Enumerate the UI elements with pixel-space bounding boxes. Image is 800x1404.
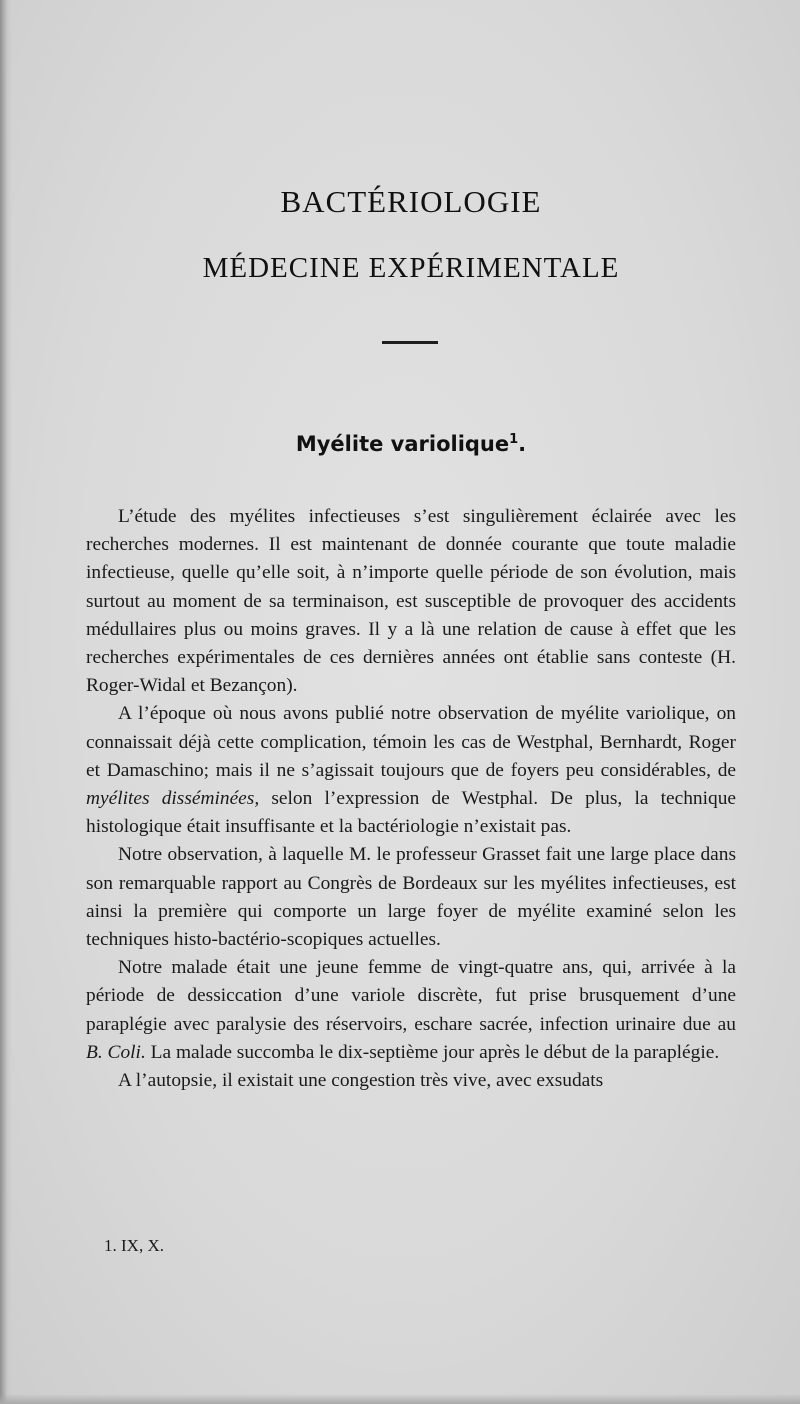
section-title-text: Myélite variolique [295, 432, 510, 456]
paragraph-2-text-after: selon l’expression de Westphal. De plus, la technique histologique était insuffisante et la bactériologie n’existait pas. [86, 788, 736, 838]
paragraph-4 [86, 954, 736, 1067]
paragraph-2-text-before: A l’époque où nous avons publié notre observation de myélite variolique, on connaissait déjà cette complication, témoin les cas de Westphal, Bernhardt, Roger et Damaschino; mais il ne s’agissait toujours que de foyers peu considérables, de [86, 703, 736, 781]
chapter-heading-bacteriologie: BACTÉRIOLOGIE [280, 184, 542, 219]
page-left-edge-shadow [0, 0, 12, 1404]
article-body [86, 503, 736, 1095]
paragraph-3 [86, 841, 736, 954]
paragraph-4-text-before: Notre malade était une jeune femme de vingt-quatre ans, qui, arrivée à la période de dessiccation d’une variole discrète, fut prise brusquement d’une paraplégie avec paralysie des réservoirs, eschare sacrée, infection urinaire due au [86, 957, 736, 1035]
paragraph-4-text-after: La malade succomba le dix-septième jour après le début de la paraplégie. [145, 1041, 720, 1063]
section-divider-rule [382, 341, 438, 344]
paragraph-2 [86, 700, 736, 841]
paragraph-1 [86, 503, 736, 700]
paragraph-4-italic: B. Coli. [86, 1041, 146, 1063]
chapter-heading-medecine: MÉDECINE EXPÉRIMENTALE [202, 252, 620, 284]
book-page [86, 0, 736, 1404]
paragraph-3-text: Notre observation, à laquelle M. le professeur Grasset fait une large place dans son remarquable rapport au Congrès de Bordeaux sur les myélites infectieuses, est ainsi la première qui comporte un large foyer de myélite examiné selon les techniques histo-bactério-scopiques actuelles. [86, 844, 736, 951]
section-title-period: . [518, 432, 527, 456]
paragraph-2-italic: myélites disséminées, [86, 788, 260, 810]
section-title [86, 432, 736, 456]
paragraph-1-text: L’étude des myélites infectieuses s’est singulièrement éclairée avec les recherches modernes. Il est maintenant de donnée courante que toute maladie infectieuse, quelle qu’elle soit, à n’importe quelle période de son évolution, mais surtout au moment de sa terminaison, est susceptible de provoquer des accidents médullaires plus ou moins graves. Il y a là une relation de cause à effet que les recherches expérimentales de ces dernières années ont établie sans conteste (H. Roger-Widal et Bezançon). [86, 506, 736, 697]
footnote: 1. IX, X. [104, 1236, 164, 1255]
paragraph-5-text: A l’autopsie, il existait une congestion très vive, avec exsudats [118, 1070, 604, 1092]
footnote-reference-mark: 1 [509, 432, 519, 447]
paragraph-5 [86, 1067, 736, 1095]
